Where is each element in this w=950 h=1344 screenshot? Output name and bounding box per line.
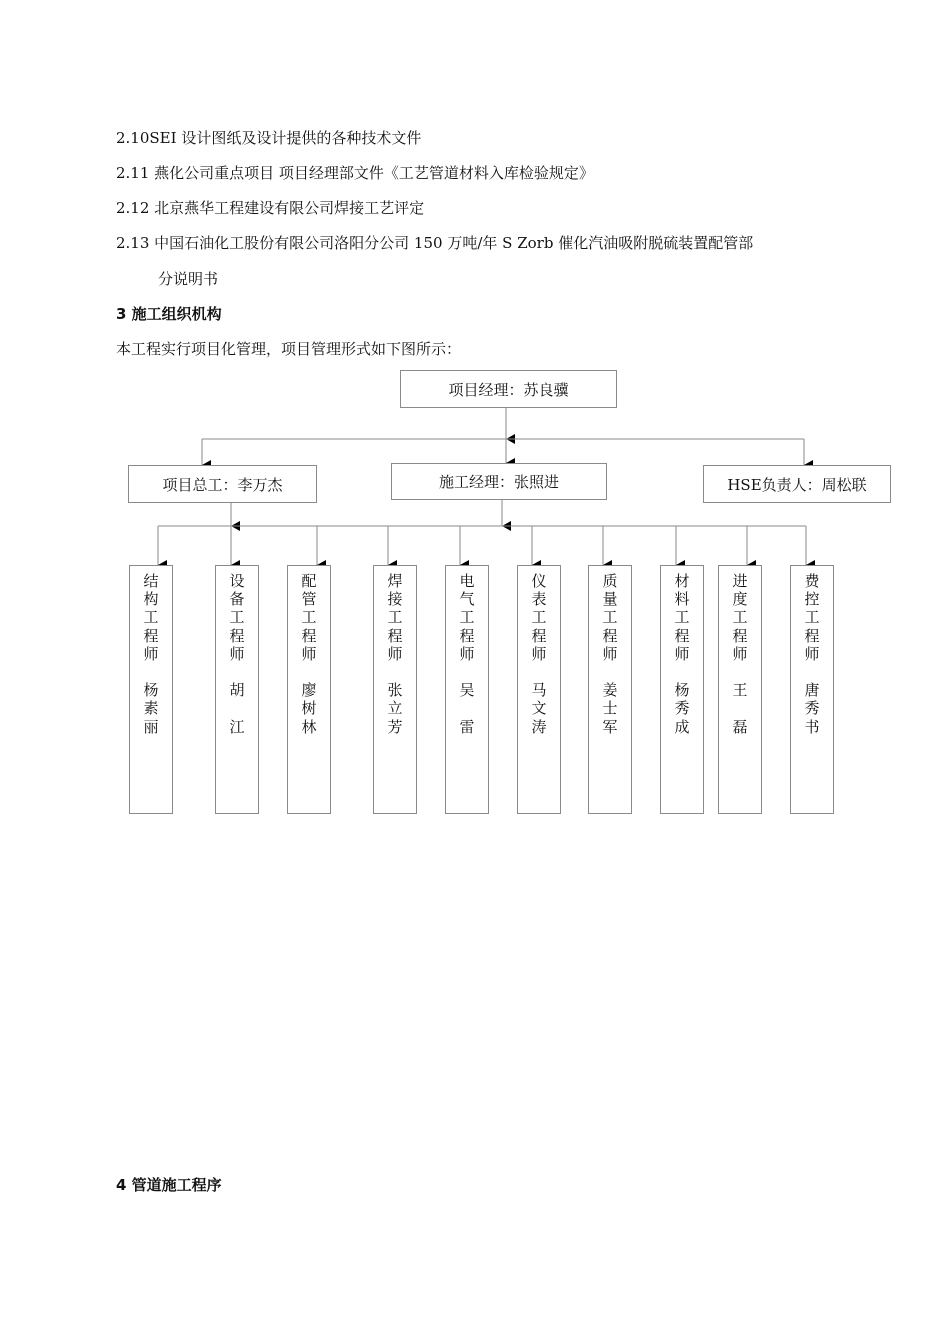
engineer-name: 王 磊 [732,681,748,736]
engineer-role: 材 料 工 程 师 [674,572,690,663]
engineer-role: 结 构 工 程 师 [143,572,159,663]
engineer-name: 唐 秀 书 [804,681,820,736]
engineer-schedule-text [719,572,761,736]
engineer-schedule-box [718,565,762,814]
engineer-name: 杨 秀 成 [674,681,690,736]
engineer-name: 廖 树 林 [301,681,317,736]
engineer-electrical-text [446,572,488,736]
section-4-heading: 4 管道施工程序 [116,1176,222,1194]
engineer-role: 焊 接 工 程 师 [387,572,403,663]
engineer-instrument-box [517,565,561,814]
engineer-structural-text [130,572,172,736]
engineer-role: 进 度 工 程 师 [732,572,748,663]
engineer-cost-box [790,565,834,814]
engineer-role: 设 备 工 程 师 [229,572,245,663]
engineer-name: 胡 江 [229,681,245,736]
engineer-name: 吴 雷 [459,681,475,736]
engineer-name: 马 文 涛 [531,681,547,736]
engineer-piping-box [287,565,331,814]
engineer-material-box [660,565,704,814]
engineer-piping-text [288,572,330,736]
engineer-quality-text [589,572,631,736]
engineer-equipment-box [215,565,259,814]
engineer-electrical-box [445,565,489,814]
engineer-role: 配 管 工 程 师 [301,572,317,663]
reference-2-10: 2.10SEI 设计图纸及设计提供的各种技术文件 [116,129,422,147]
engineer-role: 费 控 工 程 师 [804,572,820,663]
engineer-instrument-text [518,572,560,736]
reference-2-12: 2.12 北京燕华工程建设有限公司焊接工艺评定 [116,199,425,217]
engineer-structural-box [129,565,173,814]
project-manager-box: 项目经理：苏良骥 [400,370,617,408]
engineer-name: 姜 士 军 [602,681,618,736]
engineer-role: 电 气 工 程 师 [459,572,475,663]
engineer-name: 张 立 芳 [387,681,403,736]
reference-2-11: 2.11 燕化公司重点项目 项目经理部文件《工艺管道材料入库检验规定》 [116,164,594,182]
section-3-heading: 3 施工组织机构 [116,305,222,323]
chief-engineer-box: 项目总工：李万杰 [128,465,317,503]
reference-2-13-continued: 分说明书 [158,270,219,288]
construction-manager-box: 施工经理：张照进 [391,463,607,500]
engineer-material-text [661,572,703,736]
engineer-equipment-text [216,572,258,736]
engineer-name: 杨 素 丽 [143,681,159,736]
engineer-role: 仪 表 工 程 师 [531,572,547,663]
reference-2-13: 2.13 中国石油化工股份有限公司洛阳分公司 150 万吨/年 S Zorb 催化汽油吸附脱硫装置配管部 [116,234,754,252]
hse-manager-box: HSE负责人：周松联 [703,465,891,503]
section-3-intro: 本工程实行项目化管理，项目管理形式如下图所示： [116,340,462,358]
engineer-quality-box [588,565,632,814]
engineer-welding-text [374,572,416,736]
engineer-cost-text [791,572,833,736]
engineer-role: 质 量 工 程 师 [602,572,618,663]
engineer-welding-box [373,565,417,814]
